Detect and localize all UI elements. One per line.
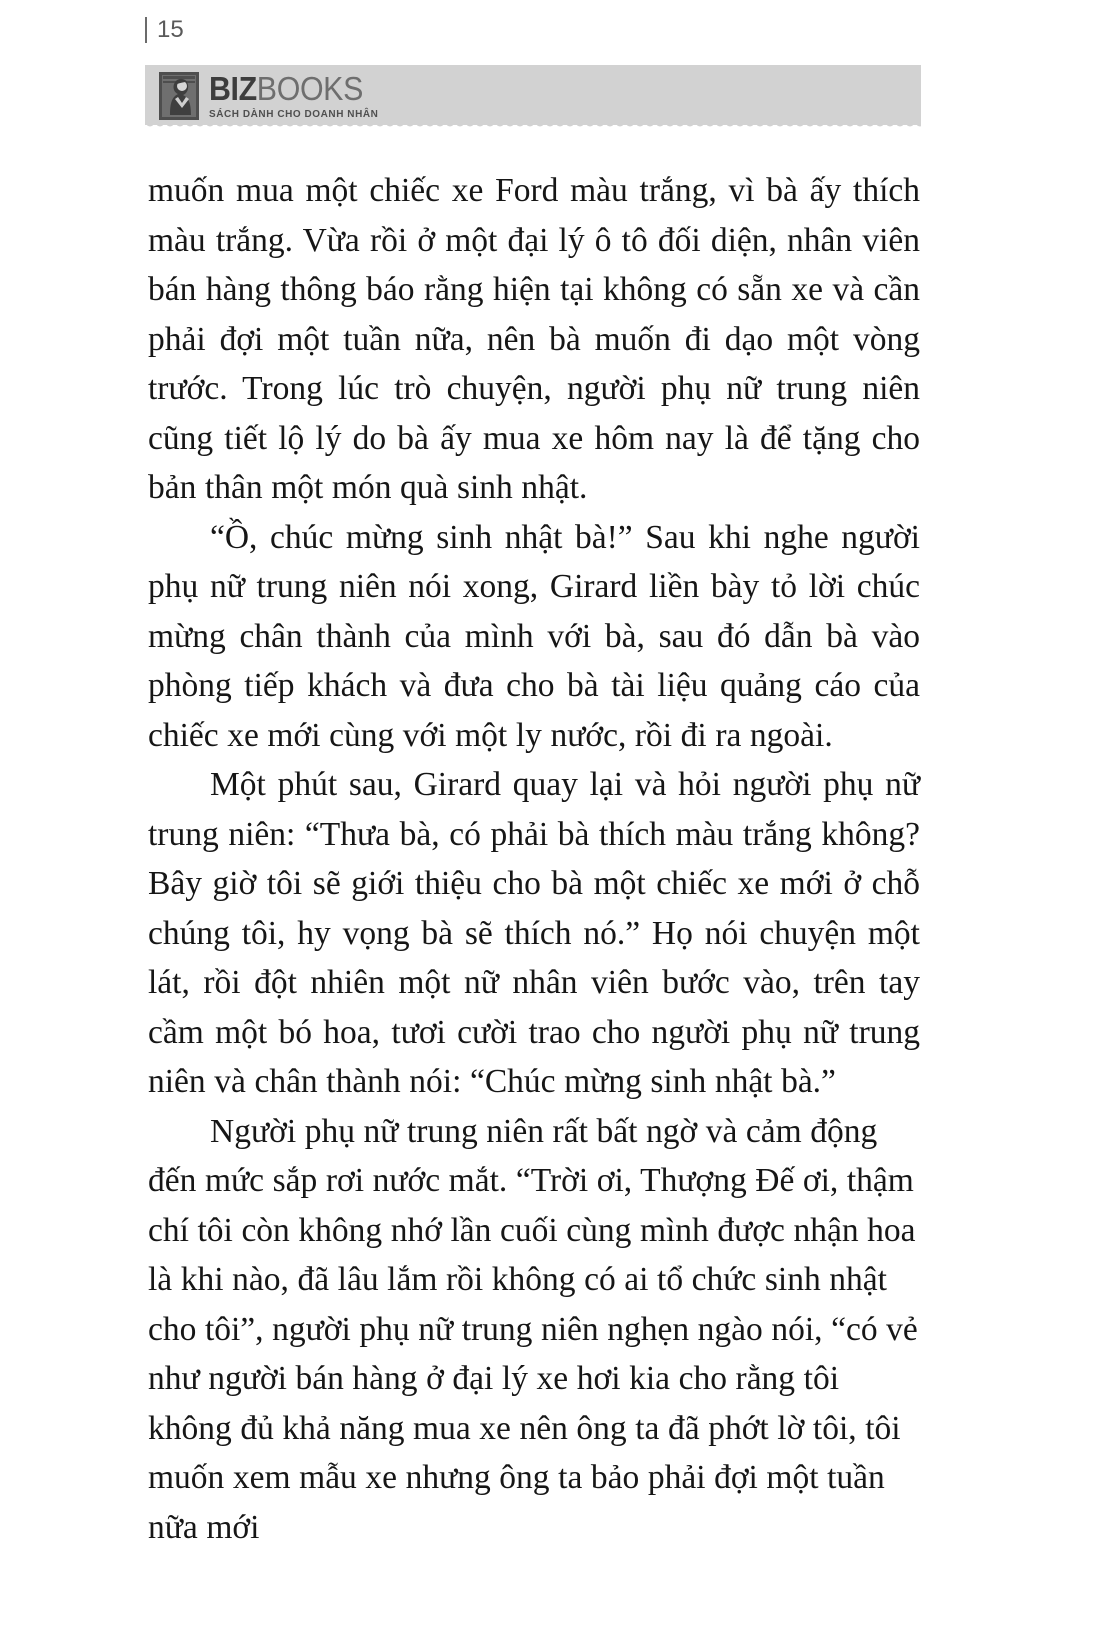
header-scalloped-edge: [145, 122, 921, 132]
body-text-column: [148, 166, 920, 1552]
logo-tagline: SÁCH DÀNH CHO DOANH NHÂN: [209, 108, 379, 120]
paragraph: “Ồ, chúc mừng sinh nhật bà!” Sau khi nghe người phụ nữ trung niên nói xong, Girard liền bày tỏ lời chúc mừng chân thành của mình với bà, sau đó dẫn bà vào phòng tiếp khách và đưa cho bà tài liệu quảng cáo của chiếc xe mới cùng với một ly nước, rồi đi ra ngoài.: [148, 518, 920, 754]
logo-wordmark-books: BOOKS: [256, 70, 363, 107]
logo-text-block: [209, 71, 387, 121]
logo-wordmark: [209, 72, 373, 105]
paragraph: Người phụ nữ trung niên rất bất ngờ và cảm động đến mức sắp rơi nước mắt. “Trời ơi, Thượng Đế ơi, thậm chí tôi còn không nhớ lần cuối cùng mình được nhận hoa là khi nào, đã lâu lắm rồi không có ai tổ chức sinh nhật cho tôi”, người phụ nữ trung niên nghẹn ngào nói, “có vẻ như người bán hàng ở đại lý xe hơi kia cho rằng tôi không đủ khả năng mua xe nên ông ta đã phớt lờ tôi, tôi muốn xem mẫu xe nhưng ông ta bảo phải đợi một tuần nữa mới: [148, 1112, 918, 1546]
folio-separator-rule: [145, 17, 147, 43]
bizbooks-logo: [158, 71, 387, 121]
paragraph: Một phút sau, Girard quay lại và hỏi người phụ nữ trung niên: “Thưa bà, có phải bà thích màu trắng không? Bây giờ tôi sẽ giới thiệu cho bà một chiếc xe mới ở chỗ chúng tôi, hy vọng bà sẽ thích nó.” Họ nói chuyện một lát, rồi đột nhiên một nữ nhân viên bước vào, trên tay cầm một bó hoa, tươi cười trao cho người phụ nữ trung niên và chân thành nói: “Chúc mừng sinh nhật bà.”: [148, 766, 920, 1100]
page-folio: [145, 0, 948, 60]
page-number: 15: [157, 16, 184, 43]
logo-wordmark-biz: BIZ: [209, 70, 257, 107]
book-portrait-logo-icon: [158, 71, 200, 121]
paragraph: muốn mua một chiếc xe Ford màu trắng, vì bà ấy thích màu trắng. Vừa rồi ở một đại lý ô tô đối diện, nhân viên bán hàng thông báo rằng hiện tại không có sẵn xe và cần phải đợi một tuần nữa, nên bà muốn đi dạo một vòng trước. Trong lúc trò chuyện, người phụ nữ trung niên cũng tiết lộ lý do bà ấy mua xe hôm nay là để tặng cho bản thân một món quà sinh nhật.: [148, 172, 920, 506]
